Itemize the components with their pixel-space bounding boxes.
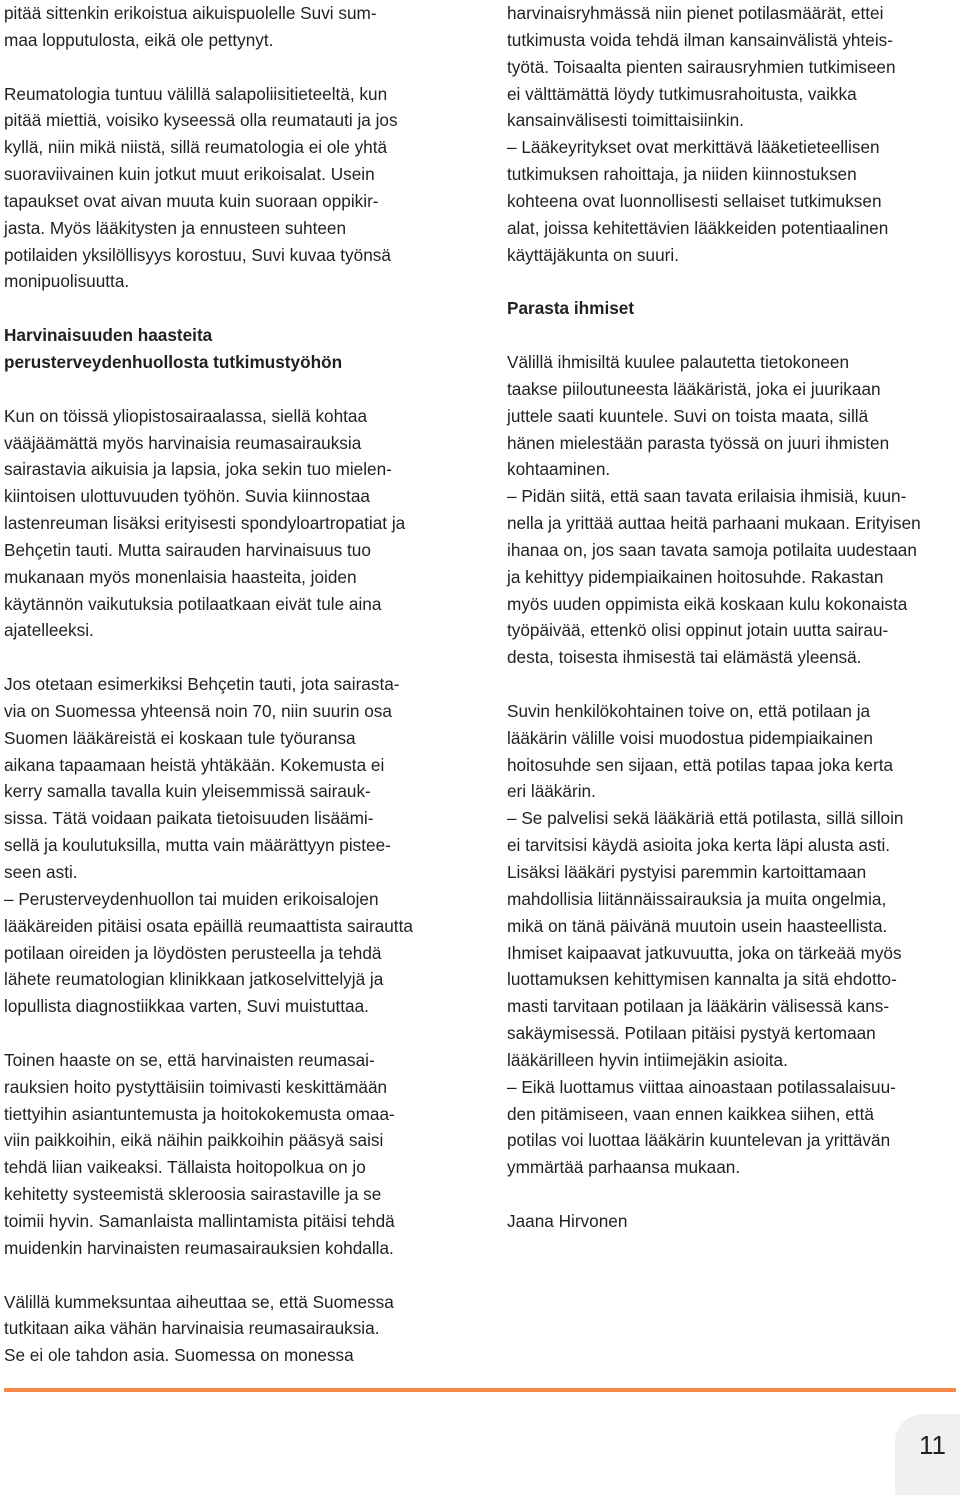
- text-line: Välillä kummeksuntaa aiheuttaa se, että Suomessa: [4, 1291, 394, 1312]
- text-line: den pitämiseen, vaan ennen kaikkea siihen, että: [507, 1103, 874, 1124]
- text-line: potilaiden yksilöllisyys korostuu, Suvi kuvaa työnsä: [4, 244, 391, 265]
- text-line: sakäymisessä. Potilaan pitäisi pystyä kertomaan: [507, 1023, 876, 1044]
- text-line: juttele saati kuuntele. Suvi on toista maata, sillä: [507, 405, 869, 426]
- text-line: Jos otetaan esimerkiksi Behçetin tauti, jota sairasta-: [4, 674, 400, 695]
- text-line: masti tarvitaan potilaan ja lääkärin välisessä kans-: [507, 996, 890, 1017]
- text-line: tutkimuksen rahoittaja, ja niiden kiinnostuksen: [507, 164, 857, 185]
- bottom-accent-rule: [4, 1388, 956, 1392]
- text-line: toimii hyvin. Samanlaista mallintamista pitäisi tehdä: [4, 1210, 395, 1231]
- paragraph-gap: [4, 295, 456, 322]
- text-line: desta, toisesta ihmisestä tai elämästä yleensä.: [507, 647, 862, 668]
- text-line: hänen mielestään parasta työssä on juuri ihmisten: [507, 432, 890, 453]
- text-line: kohtaaminen.: [507, 459, 611, 480]
- text-line: kansainvälisesti toimittaisiinkin.: [507, 110, 744, 131]
- text-line: jasta. Myös lääkitysten ja ennusteen suhteen: [4, 217, 347, 238]
- text-line: Se ei ole tahdon asia. Suomessa on monessa: [4, 1345, 354, 1366]
- text-line: Suomen lääkäreistä ei koskaan tule työuransa: [4, 727, 356, 748]
- text-line: – Eikä luottamus viittaa ainoastaan potilassalaisuu-: [507, 1076, 896, 1097]
- text-line: Reumatologia tuntuu välillä salapoliisitieteeltä, kun: [4, 83, 388, 104]
- text-line: Jaana Hirvonen: [507, 1210, 628, 1231]
- paragraph-gap: [4, 1262, 456, 1289]
- text-line: seen asti.: [4, 862, 78, 882]
- text-line: potilaan oireiden ja löydösten perusteella ja tehdä: [4, 942, 382, 963]
- text-line: ymmärtää parhaansa mukaan.: [507, 1157, 741, 1178]
- paragraph-gap: [507, 322, 959, 349]
- text-line: Toinen haaste on se, että harvinaisten reumasai-: [4, 1049, 375, 1070]
- text-line: Behçetin tauti. Mutta sairauden harvinaisuus tuo: [4, 539, 371, 560]
- right-column: [507, 0, 959, 1235]
- text-line: Kun on töissä yliopistosairaalassa, siellä kohtaa: [4, 405, 368, 426]
- text-line: nella ja yrittää auttaa heitä parhaani mukaan. Erityisen: [507, 513, 921, 534]
- text-line: käyttäjäkunta on suuri.: [507, 244, 679, 265]
- text-line: muidenkin harvinaisten reumasairauksien kohdalla.: [4, 1237, 394, 1258]
- text-line: pitää miettiä, voisiko kyseessä olla reumatauti ja jos: [4, 110, 398, 131]
- text-line: käytännön vaikutuksia potilaatkaan eivät tule aina: [4, 593, 382, 614]
- paragraph-gap: [507, 1181, 959, 1208]
- text-line: tutkimusta voida tehdä ilman kansainvälistä yhteis-: [507, 29, 893, 50]
- text-line: sissa. Tätä voidaan paikata tietoisuuden lisäämi-: [4, 808, 374, 829]
- text-line: Suvin henkilökohtainen toive on, että potilaan ja: [507, 700, 871, 721]
- text-line: aikana tapaamaan heistä yhtäkään. Kokemusta ei: [4, 754, 385, 775]
- paragraph-gap: [507, 268, 959, 295]
- text-line: lääkärin välille voisi muodostua pidempiaikainen: [507, 727, 873, 748]
- text-line: rauksien hoito pystyttäisiin toimivasti keskittämään: [4, 1076, 388, 1097]
- text-line: monipuolisuutta.: [4, 271, 130, 292]
- text-line: Lisäksi lääkäri pystyisi paremmin kartoittamaan: [507, 862, 867, 882]
- paragraph-gap: [4, 54, 456, 81]
- text-line: ei välttämättä löydy tutkimusrahoitusta, vaikka: [507, 83, 857, 104]
- text-line: tapaukset ovat aivan muuta kuin suoraan oppikir-: [4, 190, 379, 211]
- left-column: [4, 0, 456, 1369]
- text-line: ajatelleeksi.: [4, 620, 94, 641]
- text-line: alat, joissa kehitettävien lääkkeiden potentiaalinen: [507, 217, 889, 238]
- text-line: ei tarvitsisi käydä asioita joka kerta läpi alusta asti.: [507, 835, 891, 856]
- text-line: via on Suomessa yhteensä noin 70, niin suurin osa: [4, 700, 392, 721]
- paragraph-gap: [4, 644, 456, 671]
- text-line: pitää sittenkin erikoistua aikuispuolelle Suvi sum-: [4, 3, 377, 23]
- text-line: ihanaa on, jos saan tavata samoja potilaita uudestaan: [507, 539, 917, 560]
- text-line: työpäivää, ettenkö olisi oppinut jotain uutta sairau-: [507, 620, 889, 641]
- paragraph-gap: [4, 376, 456, 403]
- paragraph-gap: [507, 671, 959, 698]
- text-line: ja kehittyy pidempiaikainen hoitosuhde. Rakastan: [507, 566, 884, 587]
- text-line: tehdä liian vaikeaksi. Tällaista hoitopolkua on jo: [4, 1157, 366, 1178]
- text-line: työtä. Toisaalta pienten sairausryhmien tutkimiseen: [507, 56, 896, 77]
- text-line: Välillä ihmisiltä kuulee palautetta tietokoneen: [507, 351, 850, 372]
- text-line: – Se palvelisi sekä lääkäriä että potilasta, sillä silloin: [507, 808, 904, 829]
- heading-line: perusterveydenhuollosta tutkimustyöhön: [4, 351, 343, 372]
- text-line: hoitosuhde sen sijaan, että potilas tapaa joka kerta: [507, 754, 894, 775]
- text-line: viin paikkoihin, eikä näihin paikkoihin pääsyä saisi: [4, 1130, 384, 1151]
- text-line: kerry samalla tavalla kuin yleisemmissä sairauk-: [4, 781, 371, 802]
- text-line: kiintoisen ulottuvuuden työhön. Suvia kiinnostaa: [4, 486, 370, 507]
- text-line: maa lopputulosta, eikä ole pettynyt.: [4, 29, 274, 50]
- text-line: eri lääkärin.: [507, 781, 596, 802]
- text-line: taakse piiloutuneesta lääkäristä, joka ei juurikaan: [507, 378, 881, 399]
- text-line: lääkäreiden pitäisi osata epäillä reumaattista sairautta: [4, 915, 413, 936]
- text-line: tiettyihin asiantuntemusta ja hoitokokemusta omaa-: [4, 1103, 395, 1124]
- text-line: luottamuksen kehittymisen kannalta ja sitä ehdotto-: [507, 969, 897, 990]
- text-line: lastenreuman lisäksi erityisesti spondyloartropatiat ja: [4, 513, 406, 534]
- text-line: mahdollisia liitännäissairauksia ja muita ongelmia,: [507, 888, 887, 909]
- text-line: – Perusterveydenhuollon tai muiden erikoisalojen: [4, 888, 379, 909]
- page-number-tab: [895, 1414, 960, 1495]
- text-line: kehitetty systeemistä skleroosia sairastaville ja se: [4, 1184, 382, 1205]
- text-line: vääjäämättä myös harvinaisia reumasairauksia: [4, 432, 362, 453]
- text-line: harvinaisryhmässä niin pienet potilasmäärät, ettei: [507, 3, 884, 23]
- text-line: kohteena ovat luonnollisesti sellaiset tutkimuksen: [507, 190, 882, 211]
- heading-line: Harvinaisuuden haasteita: [4, 325, 213, 346]
- text-line: kyllä, niin mikä niistä, sillä reumatologia ei ole yhtä: [4, 137, 388, 158]
- text-line: lopullista diagnostiikkaa varten, Suvi muistuttaa.: [4, 996, 369, 1017]
- text-line: sellä ja koulutuksilla, mutta vain määrättyyn pistee-: [4, 835, 391, 856]
- paragraph-gap: [4, 1020, 456, 1047]
- text-line: – Lääkeyritykset ovat merkittävä lääketieteellisen: [507, 137, 880, 158]
- page-number: 11: [919, 1430, 946, 1460]
- text-line: lääkärilleen hyvin intiimejäkin asioita.: [507, 1049, 788, 1070]
- text-line: sairastavia aikuisia ja lapsia, joka sekin tuo mielen-: [4, 459, 392, 480]
- text-line: suoraviivainen kuin jotkut muut erikoisalat. Usein: [4, 164, 375, 185]
- text-line: myös uuden oppimista eikä koskaan kulu kokonaista: [507, 593, 908, 614]
- text-line: mukanaan myös monenlaisia haasteita, joiden: [4, 566, 357, 587]
- text-line: Ihmiset kaipaavat jatkuvuutta, joka on tärkeää myös: [507, 942, 902, 963]
- text-line: – Pidän siitä, että saan tavata erilaisia ihmisiä, kuun-: [507, 486, 907, 507]
- text-line: mikä on tänä päivänä muutoin usein haasteellista.: [507, 915, 888, 936]
- text-line: tutkitaan aika vähän harvinaisia reumasairauksia.: [4, 1318, 380, 1339]
- text-line: potilas voi luottaa lääkärin kuuntelevan ja yrittävän: [507, 1130, 891, 1151]
- text-line: lähete reumatologian klinikkaan jatkoselvittelyjä ja: [4, 969, 384, 990]
- heading-line: Parasta ihmiset: [507, 298, 635, 319]
